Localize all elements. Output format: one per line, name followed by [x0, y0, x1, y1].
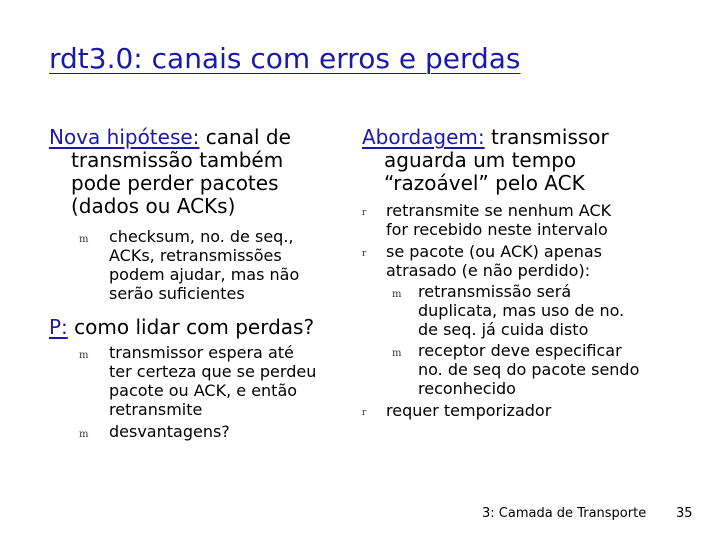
- approach-continuation: [362, 149, 702, 195]
- text-line: serão suficientes: [109, 284, 245, 303]
- text-line: no. de seq do pacote sendo: [418, 360, 640, 379]
- list-item: [362, 282, 702, 339]
- text-line: transmissor espera até: [109, 343, 294, 362]
- left-column: [49, 126, 359, 441]
- bullet-icon: m: [392, 348, 402, 359]
- text-line: retransmissão será: [418, 282, 572, 301]
- text-line: se pacote (ou ACK) apenas: [386, 242, 603, 261]
- text-line: de seq. já cuida disto: [418, 320, 589, 339]
- page-number: 35: [676, 506, 693, 521]
- text-line: retransmite: [109, 400, 203, 419]
- question-bullets: [49, 343, 359, 441]
- text-line: transmissão também: [71, 148, 284, 172]
- text-line: aguarda um tempo: [384, 148, 577, 172]
- bullet-icon: m: [392, 289, 402, 300]
- approach-label: Abordagem:: [362, 125, 485, 149]
- hypothesis-bullets: [49, 227, 359, 303]
- hypothesis-continuation: [49, 149, 359, 218]
- text-line: “razoável” pelo ACK: [384, 171, 585, 195]
- footer-chapter-label: 3: Camada de Transporte: [482, 506, 647, 521]
- bullet-icon: m: [79, 350, 89, 361]
- list-item: [362, 401, 702, 420]
- text-line: requer temporizador: [386, 401, 552, 420]
- text-line: desvantagens?: [109, 422, 230, 441]
- bullet-icon: r: [362, 208, 367, 218]
- bullet-icon: m: [79, 234, 89, 245]
- text-line: ACKs, retransmissões: [109, 246, 282, 265]
- hypothesis-paragraph: [49, 126, 359, 218]
- text-line: podem ajudar, mas não: [109, 265, 300, 284]
- text-line: atrasado (e não perdido):: [386, 261, 591, 280]
- question-text: como lidar com perdas?: [67, 315, 315, 339]
- list-item: [49, 422, 359, 441]
- text-line: pacote ou ACK, e então: [109, 381, 298, 400]
- text-line: duplicata, mas uso de no.: [418, 301, 625, 320]
- list-item: [49, 343, 359, 419]
- list-item: [49, 227, 359, 303]
- text-line: (dados ou ACKs): [71, 194, 236, 218]
- text-line: for recebido neste intervalo: [386, 220, 608, 239]
- approach-paragraph: [362, 126, 702, 195]
- question-label: P:: [49, 315, 68, 339]
- bullet-icon: r: [362, 408, 367, 418]
- text-line: checksum, no. de seq.,: [109, 227, 294, 246]
- approach-line: transmissor: [484, 125, 609, 149]
- text-line: receptor deve especificar: [418, 341, 622, 360]
- text-line: reconhecido: [418, 379, 516, 398]
- text-line: ter certeza que se perdeu: [109, 362, 317, 381]
- list-item: [362, 242, 702, 280]
- text-line: pode perder pacotes: [71, 171, 279, 195]
- question-paragraph: [49, 316, 359, 339]
- list-item: [362, 341, 702, 398]
- bullet-icon: m: [79, 429, 89, 440]
- hypothesis-line: canal de: [199, 125, 291, 149]
- text-line: retransmite se nenhum ACK: [386, 201, 612, 220]
- approach-bullets: [362, 201, 702, 420]
- right-column: [362, 126, 702, 420]
- hypothesis-label: Nova hipótese:: [49, 125, 200, 149]
- slide-title: rdt3.0: canais com erros e perdas: [49, 42, 521, 75]
- bullet-icon: r: [362, 249, 367, 259]
- list-item: [362, 201, 702, 239]
